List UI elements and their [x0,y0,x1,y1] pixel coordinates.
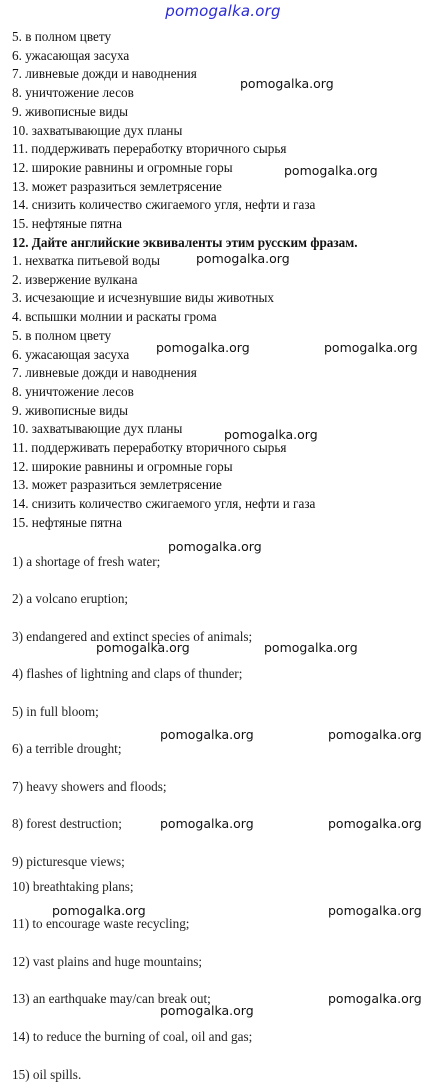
watermark-text: pomogalka.org [328,816,422,831]
watermark-text: pomogalka.org [328,903,422,918]
russian-phrase-item: 7. ливневые дожди и наводнения [12,365,197,381]
watermark-text: pomogalka.org [240,76,334,91]
english-answer-item: 9) picturesque views; [12,854,125,869]
russian-phrase-item: 15. нефтяные пятна [12,216,122,231]
russian-phrase-item: 5. в полном цвету [12,327,112,343]
russian-phrase-item: 11. поддерживать переработку вторичного сырья [12,440,287,455]
watermark-text: pomogalka.org [284,163,378,178]
russian-phrase-item: 10. захватывающие дух планы [12,122,183,138]
watermark-text: pomogalka.org [324,340,418,355]
english-answer-item: 8) forest destruction; [12,816,122,831]
watermark-text: pomogalka.org [196,251,290,266]
english-answer-item: 7) heavy showers and floods; [12,779,167,794]
english-answer-item: 3) endangered and extinct species of animals; [12,629,253,644]
english-answer-item: 14) to reduce the burning of coal, oil and gas; [12,1029,253,1044]
watermark-text: pomogalka.org [264,640,358,655]
russian-phrase-item: 8. уничтожение лесов [12,383,134,399]
russian-phrase-item: 9. живописные виды [12,402,128,418]
russian-phrase-item: 6. ужасающая засуха [12,346,130,362]
english-answer-item: 15) oil spills. [12,1067,82,1082]
english-answer-item: 10) breathtaking plans; [12,879,134,894]
english-answer-item: 2) a volcano eruption; [12,591,129,606]
watermark-text: pomogalka.org [52,903,146,918]
russian-phrase-item: 7. ливневые дожди и наводнения [12,66,197,82]
watermark-text: pomogalka.org [168,539,262,554]
russian-phrase-item: 3. исчезающие и исчезнувшие виды животных [12,290,275,306]
russian-phrase-item: 14. снизить количество сжигаемого угля, нефти и газа [12,496,316,512]
task-heading: 12. Дайте английские эквиваленты этим русским фразам. [12,235,358,250]
watermark-text: pomogalka.org [156,340,250,355]
russian-phrase-item: 4. вспышки молнии и раскаты грома [12,309,217,325]
english-answer-item: 12) vast plains and huge mountains; [12,954,203,969]
watermark-text: pomogalka.org [328,991,422,1006]
russian-phrase-item: 8. уничтожение лесов [12,85,134,101]
russian-phrase-item: 5. в полном цвету [12,29,112,44]
english-answer-item: 11) to encourage waste recycling; [12,916,190,931]
russian-phrase-item: 2. извержение вулкана [12,271,138,287]
english-answer-item: 4) flashes of lightning and claps of thunder; [12,666,243,681]
english-answer-item: 5) in full bloom; [12,704,99,719]
watermark-text: pomogalka.org [96,640,190,655]
russian-phrase-item: 12. широкие равнины и огромные горы [12,458,233,474]
russian-phrase-item: 9. живописные виды [12,103,128,119]
watermark-text: pomogalka.org [160,1003,254,1018]
russian-phrase-item: 11. поддерживать переработку вторичного сырья [12,141,287,157]
watermark-text: pomogalka.org [160,727,254,742]
russian-phrase-item: 12. широкие равнины и огромные горы [12,159,233,175]
watermark-text: pomogalka.org [328,727,422,742]
russian-phrase-item: 15. нефтяные пятна [12,514,122,530]
english-answer-item: 6) a terrible drought; [12,741,122,756]
english-answer-item: 1) a shortage of fresh water; [12,554,161,569]
watermark-text: pomogalka.org [224,427,318,442]
russian-phrase-item: 13. может разразиться землетрясение [12,178,222,194]
russian-phrase-item: 10. захватывающие дух планы [12,421,183,437]
site-header: pomogalka.org [165,2,281,20]
english-answer-item: 13) an earthquake may/can break out; [12,991,211,1006]
russian-phrase-item: 1. нехватка питьевой воды [12,253,160,268]
russian-phrase-item: 13. может разразиться землетрясение [12,477,222,493]
watermark-text: pomogalka.org [160,816,254,831]
russian-phrase-item: 6. ужасающая засуха [12,47,130,63]
russian-phrase-item: 14. снизить количество сжигаемого угля, нефти и газа [12,197,316,213]
